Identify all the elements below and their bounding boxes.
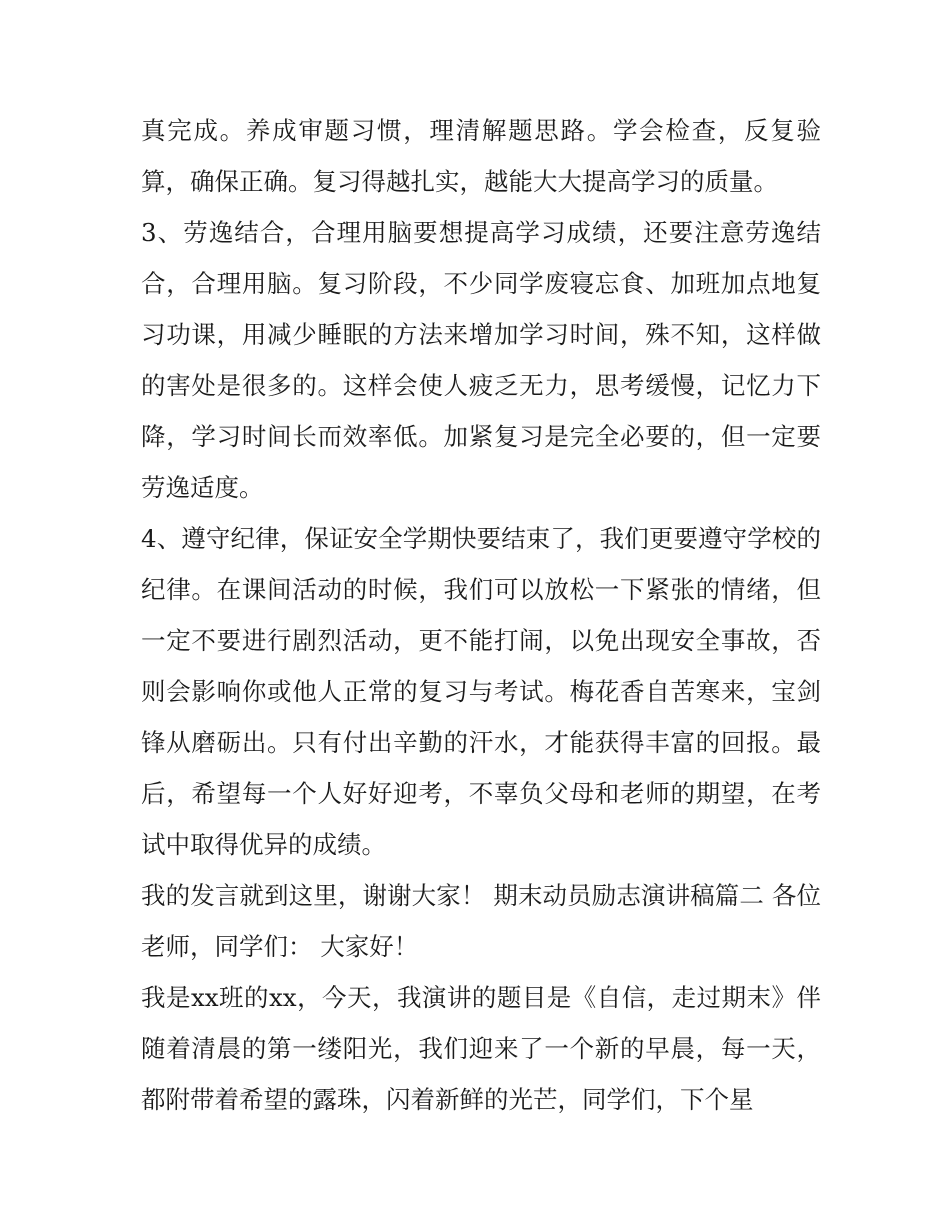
- paragraph-review-habits: 真完成。养成审题习惯，理清解题思路。学会检查，反复验算，确保正确。复习得越扎实，越能大大提高学习的质量。: [141, 116, 821, 196]
- paragraph-speech-intro: 我是xx班的xx，今天，我演讲的题目是《自信，走过期末》伴随着清晨的第一缕阳光，我们迎来了一个新的早晨，每一天，都附带着希望的露珠，闪着新鲜的光芒，同学们，下个星: [141, 983, 821, 1114]
- paragraph-work-rest-balance: 3、劳逸结合，合理用脑要想提高学习成绩，还要注意劳逸结合，合理用脑。复习阶段，不少同学废寝忘食、加班加点地复习功课，用减少睡眠的方法来增加学习时间，殊不知，这样做的害处是很多的。这样会使人疲乏无力，思考缓慢，记忆力下降，学习时间长而效率低。加紧复习是完全必要的，但一定要劳逸适度。: [141, 218, 821, 502]
- document-body: [141, 105, 821, 1125]
- paragraph-closing-greeting: 我的发言就到这里，谢谢大家！ 期末动员励志演讲稿篇二 各位老师，同学们： 大家好！: [141, 881, 821, 961]
- paragraph-discipline-safety: 4、遵守纪律，保证安全学期快要结束了，我们更要遵守学校的纪律。在课间活动的时候，我们可以放松一下紧张的情绪，但一定不要进行剧烈活动，更不能打闹，以免出现安全事故，否则会影响你或他人正常的复习与考试。梅花香自苦寒来，宝剑锋从磨砺出。只有付出辛勤的汗水，才能获得丰富的回报。最后，希望每一个人好好迎考，不辜负父母和老师的期望，在考试中取得优异的成绩。: [141, 524, 821, 859]
